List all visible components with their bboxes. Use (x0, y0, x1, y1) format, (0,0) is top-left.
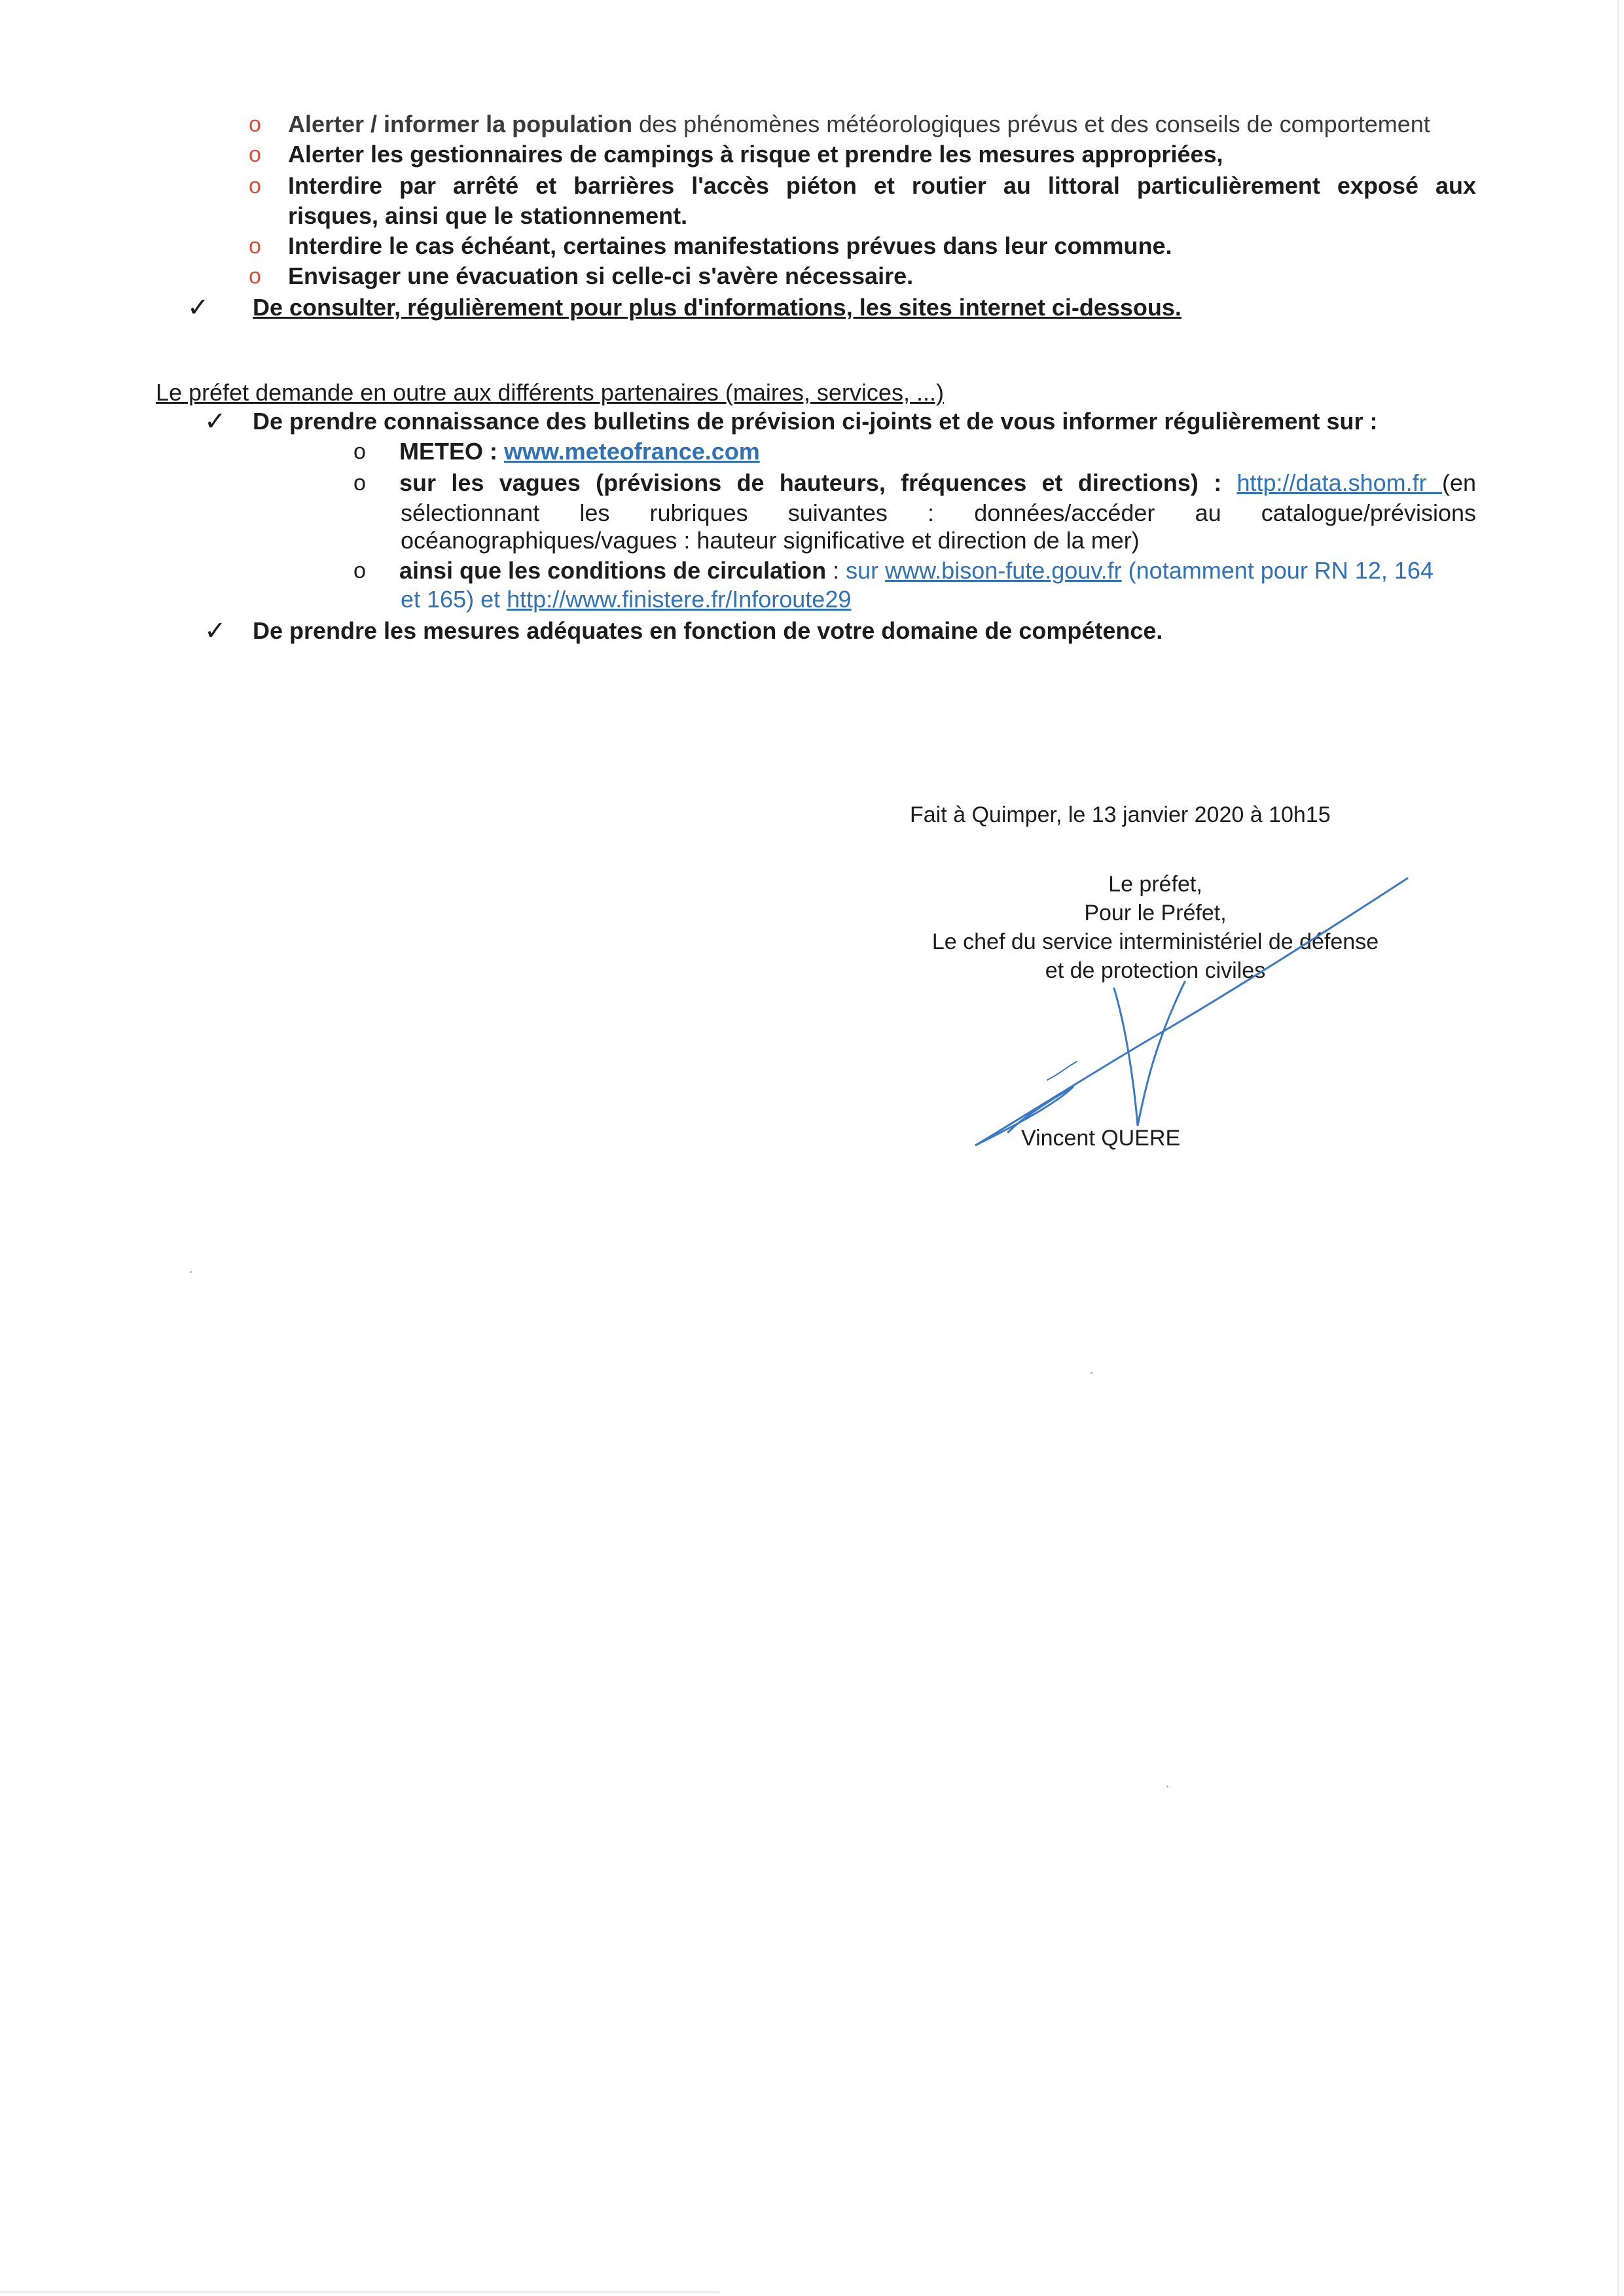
list-item-line: risques, ainsi que le stationnement. (288, 202, 688, 229)
traffic-line-2 (401, 585, 851, 614)
list-item (288, 110, 1430, 139)
waves-label: sur les vagues (prévisions de hauteurs, fréquences et directions) : (399, 469, 1237, 496)
list-bullet: o (353, 439, 366, 464)
list-bullet: o (249, 264, 261, 289)
bison-fute-link[interactable]: www.bison-fute.gouv.fr (885, 557, 1122, 584)
scan-speck (190, 1271, 192, 1273)
meteo-link[interactable]: www.meteofrance.com (504, 438, 760, 465)
signature-title-3: Le chef du service interministériel de défense (931, 929, 1379, 954)
shom-link[interactable]: http://data.shom.fr (1236, 469, 1442, 496)
signatory-name: Vincent QUERE (1021, 1126, 1181, 1151)
traffic-sur: sur (846, 557, 886, 584)
meteo-label: METEO : (399, 438, 504, 465)
list-item: Alerter les gestionnaires de campings à risque et prendre les mesures appropriées, (288, 141, 1223, 168)
list-bullet: o (249, 173, 261, 198)
handwritten-signature (962, 870, 1420, 1158)
list-bullet: o (249, 142, 261, 167)
signature-title-1: Le préfet, (1108, 872, 1202, 897)
list-item-line: Interdire par arrêté et barrières l'accès piéton et routier au littoral particulièrement exposé aux (288, 172, 1476, 199)
partners-item: De prendre connaissance des bulletins de prévision ci-joints et de vous informer régulièrement sur : (253, 408, 1378, 435)
list-item: Envisager une évacuation si celle-ci s'avère nécessaire. (288, 262, 914, 289)
list-bullet: o (353, 558, 366, 583)
signature-title-4: et de protection civiles (1045, 958, 1266, 983)
traffic-note: (notamment pour RN 12, 164 (1121, 557, 1434, 584)
traffic-line2-prefix: et 165) et (401, 586, 507, 613)
list-item-rest: des phénomènes météorologiques prévus et des conseils de comportement (632, 111, 1430, 137)
waves-paren: (en (1441, 469, 1476, 496)
list-bullet: o (249, 234, 261, 259)
scan-bottom-edge (0, 2291, 720, 2293)
checkmark-icon: ✓ (204, 406, 226, 437)
traffic-colon: : (826, 557, 846, 584)
scan-right-edge (1617, 0, 1619, 2296)
waves-line-3: océanographiques/vagues : hauteur significative et direction de la mer) (401, 527, 1140, 554)
partners-item: De prendre les mesures adéquates en fonction de votre domaine de compétence. (253, 617, 1163, 644)
signature-title-2: Pour le Préfet, (1084, 901, 1227, 925)
place-date: Fait à Quimper, le 13 janvier 2020 à 10h15 (910, 802, 1331, 827)
waves-line (399, 469, 1476, 497)
waves-line-2: sélectionnant les rubriques suivantes : données/accéder au catalogue/prévisions (401, 499, 1476, 526)
partners-heading: Le préfet demande en outre aux différents partenaires (maires, services, ...) (156, 379, 944, 406)
list-item: Interdire le cas échéant, certaines manifestations prévues dans leur commune. (288, 232, 1172, 259)
scan-speck (1091, 1372, 1092, 1374)
traffic-label: ainsi que les conditions de circulation (399, 557, 827, 584)
finistere-link[interactable]: http://www.finistere.fr/Inforoute29 (507, 586, 852, 613)
checkmark-icon: ✓ (187, 293, 209, 323)
list-bullet: o (249, 112, 261, 137)
list-item-bold: Alerter / informer la population (288, 111, 633, 137)
consult-line: De consulter, régulièrement pour plus d'informations, les sites internet ci-dessous. (253, 294, 1182, 321)
scan-speck (1166, 1785, 1168, 1787)
list-bullet: o (353, 471, 366, 495)
traffic-line (399, 556, 1434, 585)
meteo-line (399, 437, 760, 466)
checkmark-icon: ✓ (204, 616, 226, 646)
